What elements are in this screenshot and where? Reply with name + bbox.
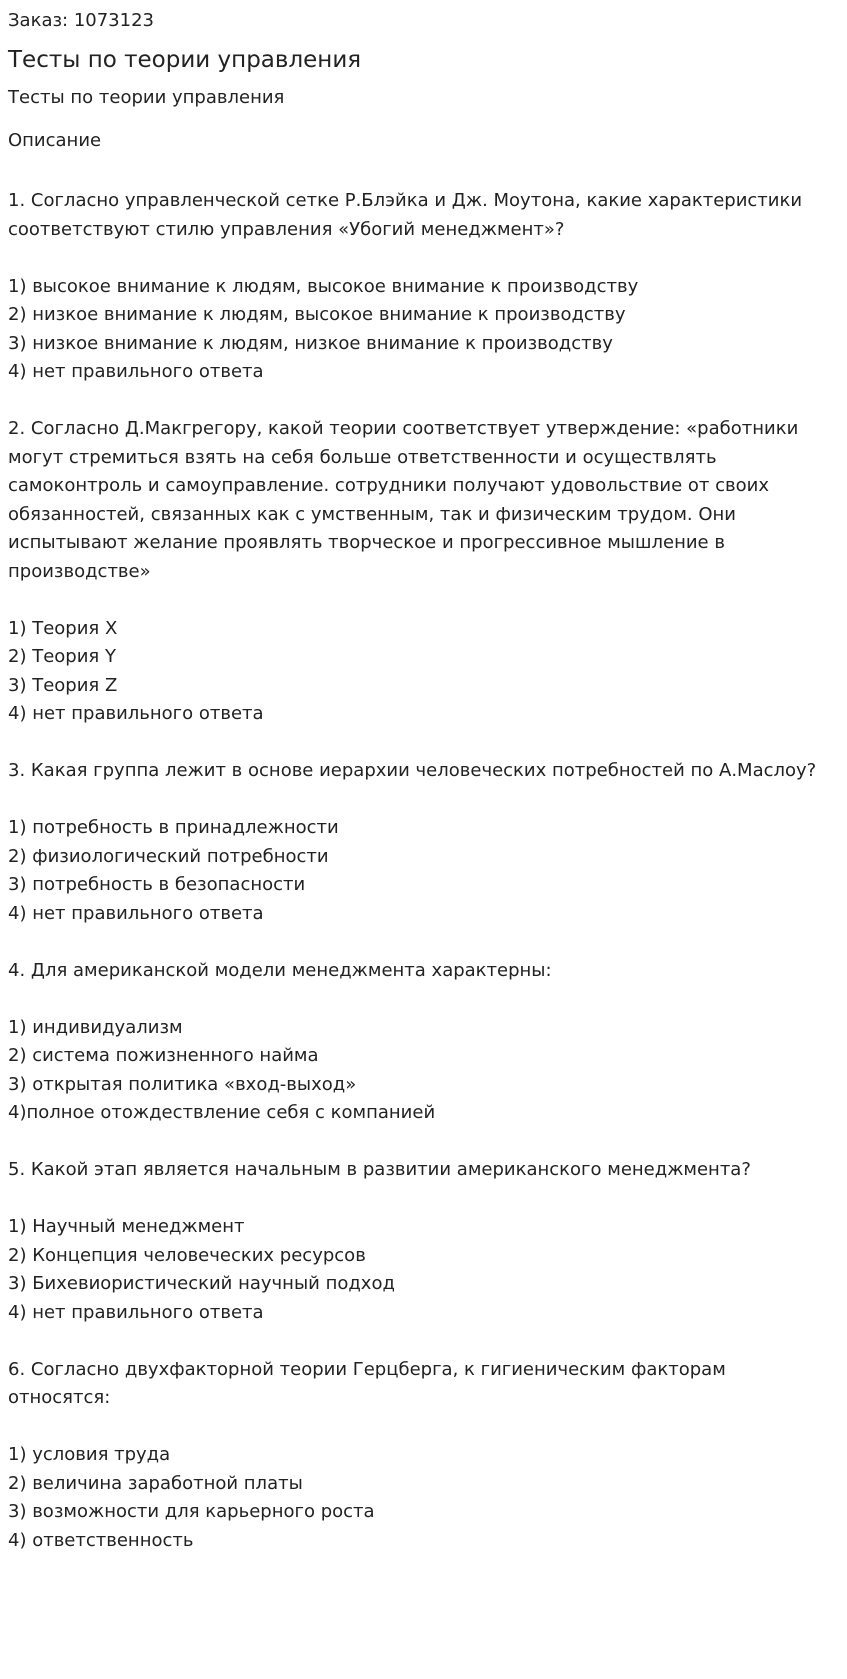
page-subtitle: Тесты по теории управления — [8, 87, 285, 108]
question-text: 1. Согласно управленческой сетке Р.Блэйка и Дж. Моутона, какие характеристики соответствуют стилю управления «Убогий менеджмент»? — [8, 190, 808, 240]
answer-options — [8, 814, 828, 928]
question-text: 6. Согласно двухфакторной теории Герцберга, к гигиеническим факторам относятся: — [8, 1358, 732, 1408]
answer-option: 4) нет правильного ответа — [8, 902, 264, 924]
answer-option: 1) высокое внимание к людям, высокое внимание к производству — [8, 275, 639, 297]
page — [8, 10, 828, 1555]
answer-option: 4)полное отождествление себя с компанией — [8, 1102, 436, 1123]
answer-option: 4) ответственность — [8, 1529, 194, 1551]
answer-option: 1) условия труда — [8, 1444, 171, 1465]
answer-option: 2) низкое внимание к людям, высокое внимание к производству — [8, 304, 626, 325]
order-number: Заказ: 1073123 — [8, 10, 154, 31]
answer-option: 4) нет правильного ответа — [8, 361, 264, 382]
question-block — [8, 187, 828, 387]
answer-option: 1) Научный менеджмент — [8, 1216, 245, 1237]
answer-option: 3) Теория Z — [8, 674, 118, 696]
answer-option: 4) нет правильного ответа — [8, 1301, 264, 1323]
question-block — [8, 957, 828, 1128]
answer-option: 3) открытая политика «вход-выход» — [8, 1073, 357, 1095]
answer-option: 1) Теория X — [8, 617, 118, 639]
answer-option: 4) нет правильного ответа — [8, 703, 264, 724]
answer-option: 2) величина заработной платы — [8, 1472, 303, 1494]
answer-option: 2) система пожизненного найма — [8, 1045, 319, 1066]
answer-option: 2) Теория Y — [8, 646, 116, 667]
answer-option: 3) потребность в безопасности — [8, 874, 306, 895]
answer-options — [8, 1441, 828, 1555]
answer-options — [8, 1014, 828, 1128]
questions-list — [8, 187, 828, 1555]
answer-option: 3) низкое внимание к людям, низкое внимание к производству — [8, 332, 613, 354]
question-spacer — [8, 387, 828, 416]
answer-option: 1) индивидуализм — [8, 1016, 183, 1038]
question-spacer — [8, 1128, 828, 1157]
answer-options — [8, 615, 828, 729]
question-spacer — [8, 928, 828, 957]
question-spacer — [8, 1327, 828, 1356]
question-block — [8, 757, 828, 928]
answer-option: 3) Бихевиористический научный подход — [8, 1273, 395, 1294]
answer-option: 1) потребность в принадлежности — [8, 817, 339, 838]
answer-options — [8, 1213, 828, 1327]
page-title: Тесты по теории управления — [8, 47, 362, 73]
question-block — [8, 415, 828, 729]
answer-option: 3) возможности для карьерного роста — [8, 1501, 375, 1522]
question-text: 5. Какой этап является начальным в развитии американского менеджмента? — [8, 1159, 751, 1180]
question-text: 2. Согласно Д.Макгрегору, какой теории соответствует утверждение: «работники могут стремиться взять на себя больше ответственности и осуществлять самоконтроль и самоуправление. сотрудники получают удовольствие от своих обязанностей, связанных как с умственным, так и физическим трудом. Они испытывают желание проявлять творческое и прогрессивное мышление в производстве» — [8, 418, 805, 582]
answer-options — [8, 273, 828, 387]
answer-option: 2) Концепция человеческих ресурсов — [8, 1244, 366, 1266]
answer-option: 2) физиологический потребности — [8, 845, 329, 867]
question-block — [8, 1356, 828, 1556]
description-label: Описание — [8, 130, 102, 151]
question-spacer — [8, 729, 828, 758]
question-block — [8, 1156, 828, 1327]
question-text: 3. Какая группа лежит в основе иерархии человеческих потребностей по А.Маслоу? — [8, 760, 817, 781]
question-text: 4. Для американской модели менеджмента характерны: — [8, 959, 552, 981]
